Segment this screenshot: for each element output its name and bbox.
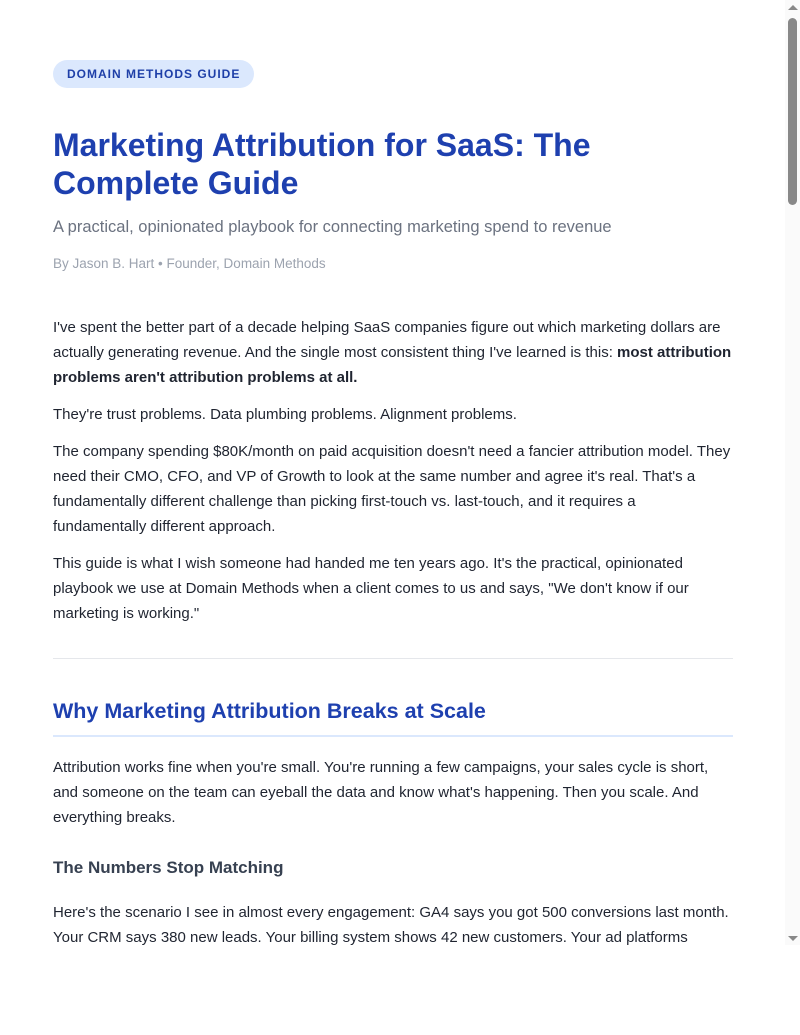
section-heading: Why Marketing Attribution Breaks at Scale [53,699,733,737]
vertical-scrollbar[interactable] [785,0,800,945]
page-title: Marketing Attribution for SaaS: The Complete Guide [53,127,591,201]
byline: By Jason B. Hart • Founder, Domain Methods [53,256,326,271]
section-paragraph-2: Here's the scenario I see in almost every engagement: GA4 says you got 500 conversions last month. Your CRM says 380 new leads. Your billing system shows 42 new customers. Your ad platforms [53,904,729,945]
subsection-heading: The Numbers Stop Matching [53,858,284,877]
article [53,60,733,945]
divider [53,658,733,659]
intro-section [53,315,733,626]
page-subtitle: A practical, opinionated playbook for connecting marketing spend to revenue [53,218,612,236]
scroll-down-arrow-icon[interactable] [788,936,798,941]
intro-paragraph-3: The company spending $80K/month on paid acquisition doesn't need a fancier attribution model. They need their CMO, CFO, and VP of Growth to look at the same number and agree it's real. That's a fundamentally different challenge than picking first-touch vs. last-touch, and it requires a fundamentally different approach. [53,443,731,535]
section-paragraph-1: Attribution works fine when you're small. You're running a few campaigns, your sales cycle is short, and someone on the team can eyeball the data and know what's happening. Then you scale. And everything breaks. [53,759,709,826]
intro-paragraph-1 [53,315,733,390]
scroll-up-arrow-icon[interactable] [788,5,798,10]
intro-bold-text: most attribution problems aren't attribution problems at all. [53,344,732,386]
intro-paragraph-4: This guide is what I wish someone had handed me ten years ago. It's the practical, opinionated playbook we use at Domain Methods when a client comes to us and says, "We don't know if our marketing is working." [53,555,689,622]
guide-badge: DOMAIN METHODS GUIDE [53,60,254,88]
intro-text: I've spent the better part of a decade helping SaaS companies figure out which marketing dollars are actually generating revenue. And the single most consistent thing I've learned is this: [53,319,721,361]
intro-paragraph-2: They're trust problems. Data plumbing problems. Alignment problems. [53,406,517,423]
scrollbar-thumb[interactable] [788,18,797,205]
